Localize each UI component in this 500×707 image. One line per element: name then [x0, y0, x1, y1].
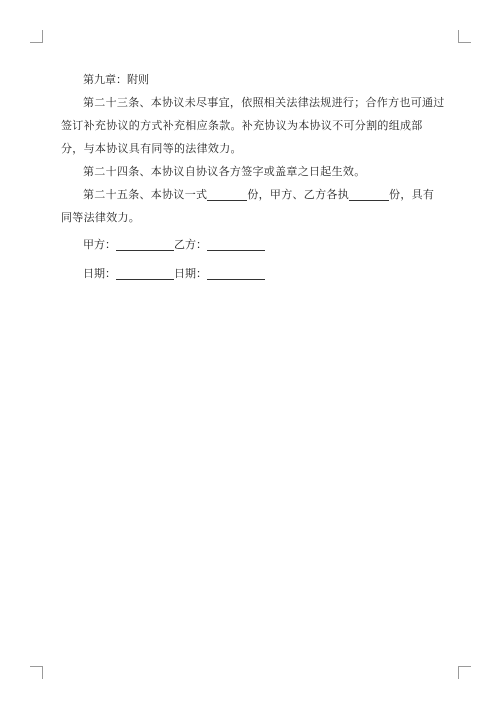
date-b-label: 日期：: [174, 267, 207, 280]
article-25: [61, 183, 445, 229]
article-24: 第二十四条、本协议自协议各方签字或盖章之日起生效。: [83, 165, 366, 178]
party-a-label: 甲方：: [83, 238, 116, 251]
corner-mark-bottom-left: [30, 666, 43, 679]
chapter-title: 第九章：附则: [83, 73, 149, 86]
document-body: [61, 68, 445, 285]
corner-mark-top-right: [458, 30, 471, 43]
date-b-blank: [207, 265, 265, 280]
copies-each-blank: [349, 186, 389, 201]
date-a-blank: [116, 265, 174, 280]
signature-row: [61, 233, 445, 256]
corner-mark-top-left: [30, 30, 43, 43]
copies-total-blank: [207, 186, 247, 201]
article-25-part2: 份，甲方、乙方各执: [247, 188, 350, 201]
party-b-label: 乙方：: [174, 238, 207, 251]
date-a-label: 日期：: [83, 267, 116, 280]
party-b-signature-blank: [207, 236, 265, 251]
party-a-signature-blank: [116, 236, 174, 251]
article-23: 第二十三条、本协议未尽事宜，依照相关法律法规进行；合作方也可通过签订补充协议的方式补充相应条款。补充协议为本协议不可分割的组成部分，与本协议具有同等的法律效力。: [61, 96, 445, 155]
article-25-part3: 份，具有同等法律效力。: [61, 188, 435, 224]
date-row: [61, 262, 445, 285]
article-25-part1: 第二十五条、本协议一式: [83, 188, 208, 201]
corner-mark-bottom-right: [458, 666, 471, 679]
